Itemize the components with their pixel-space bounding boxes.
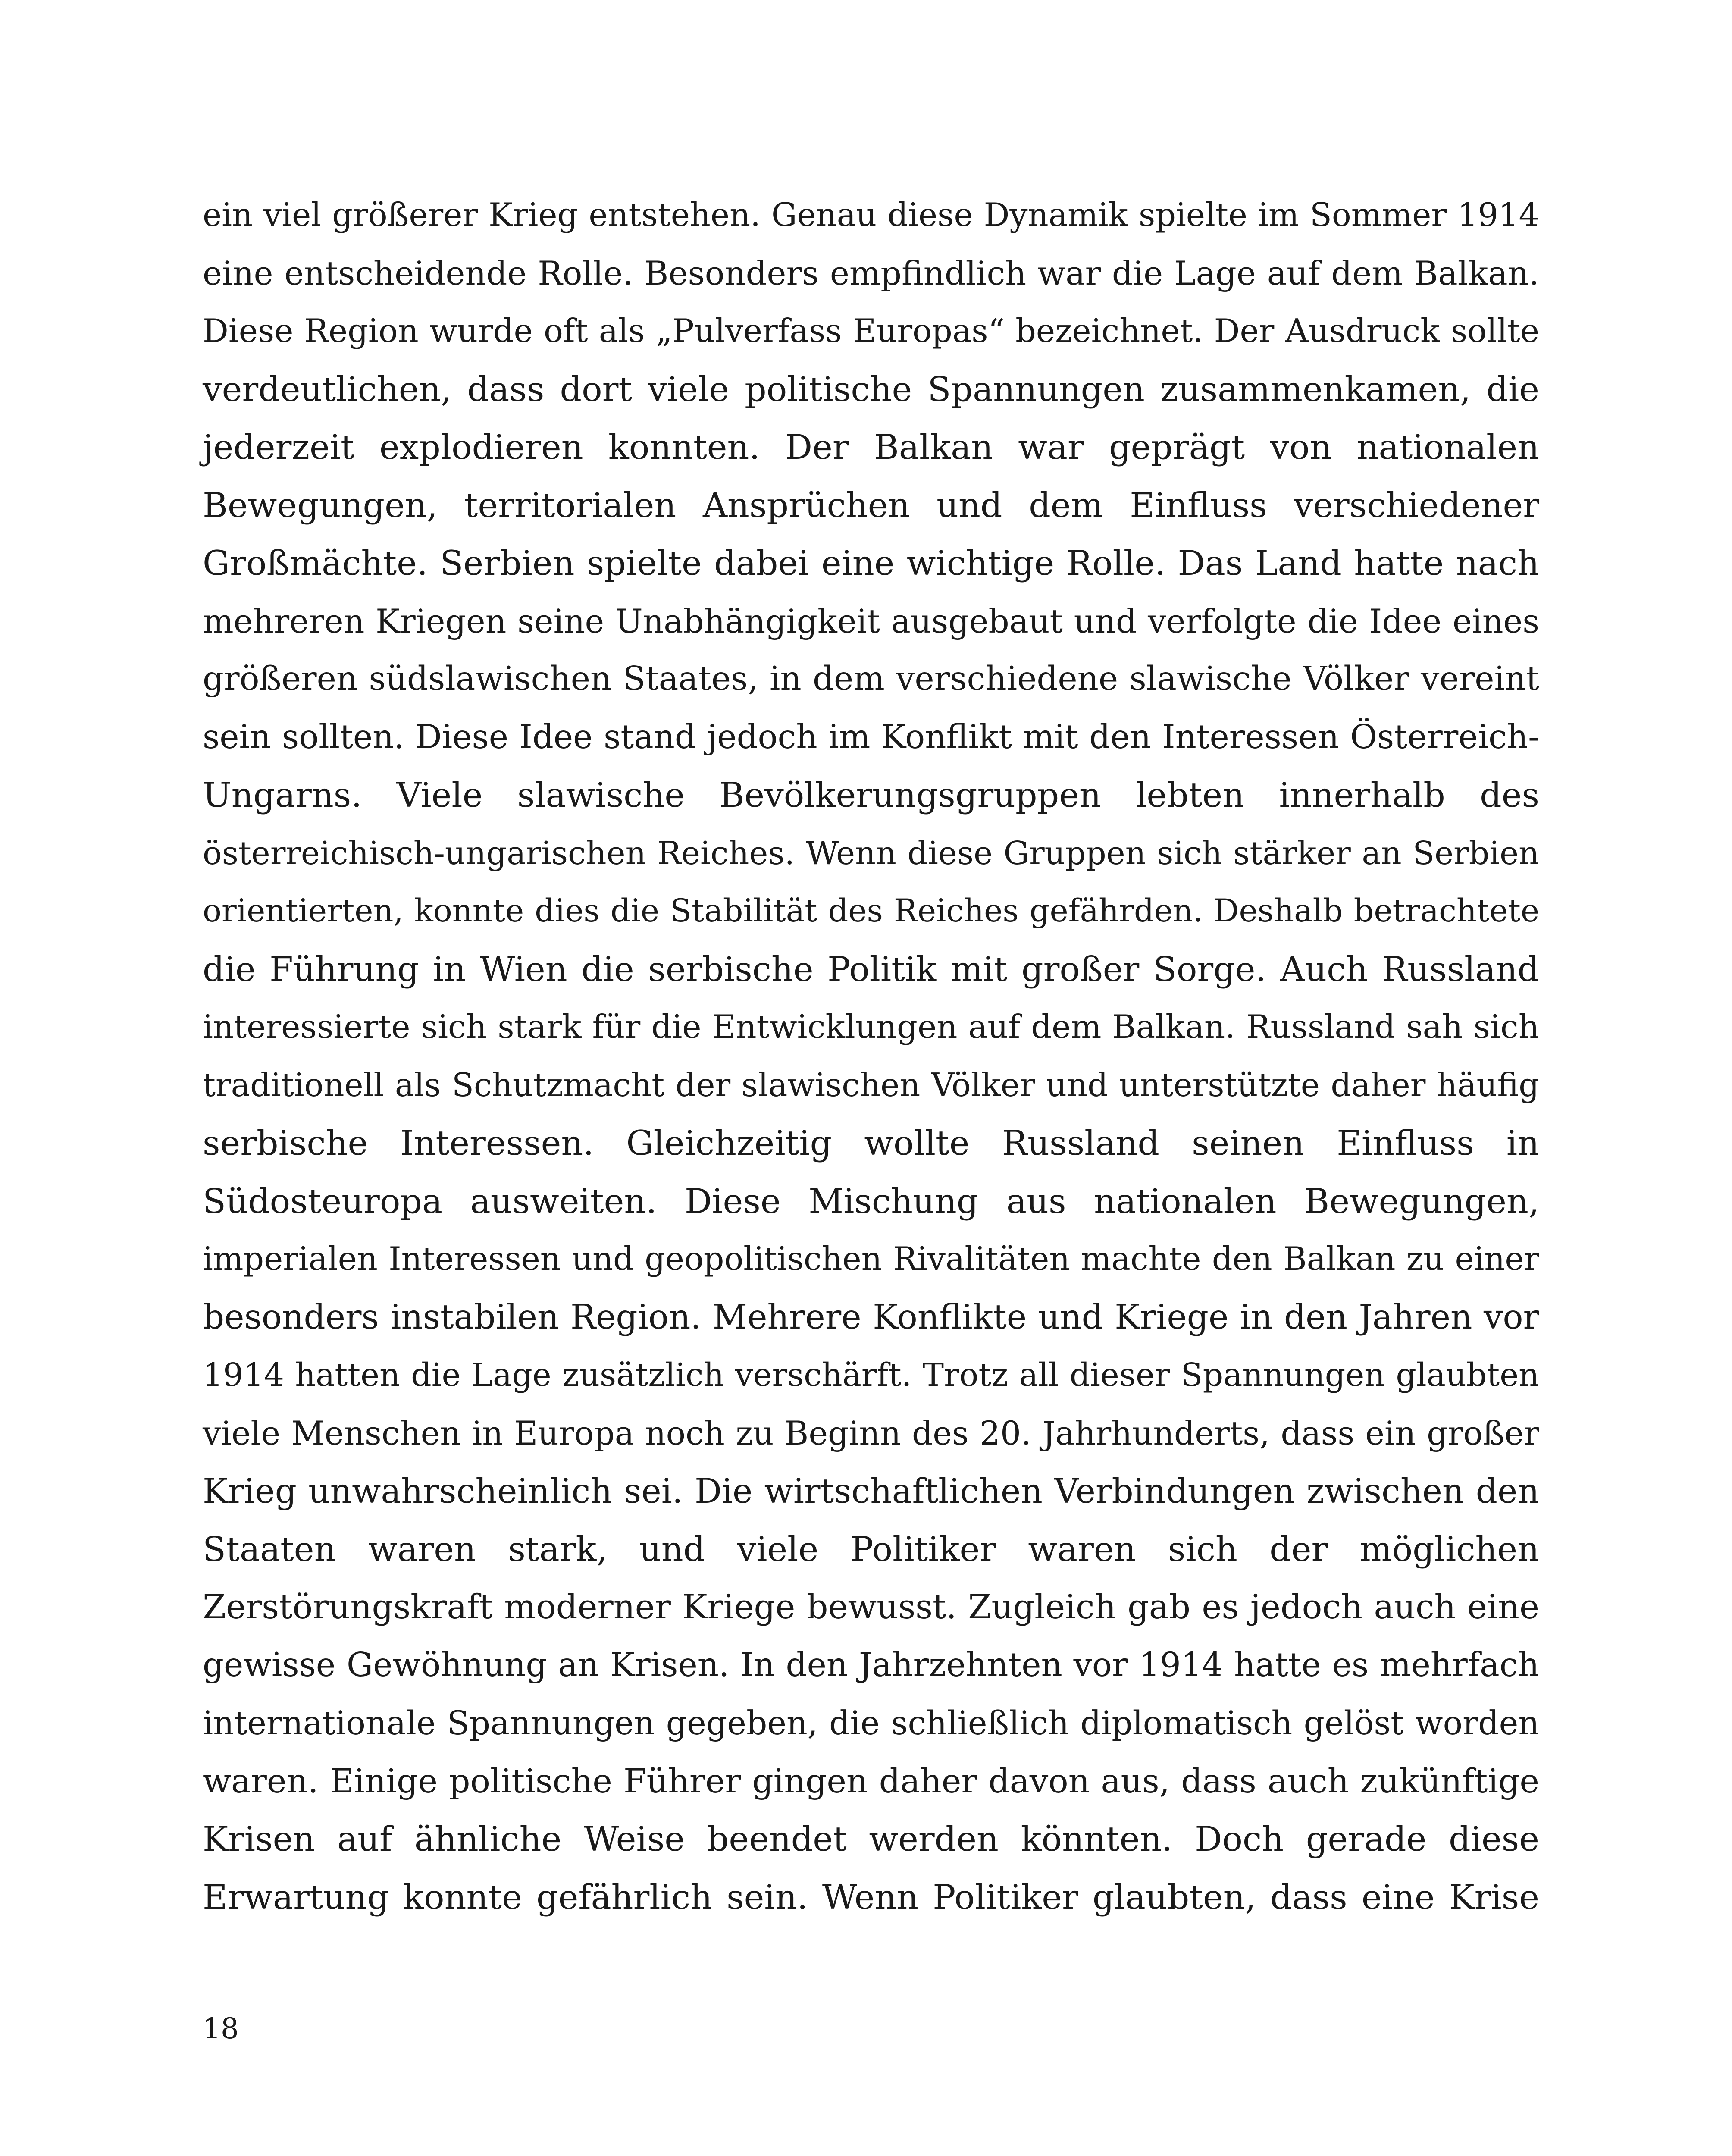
text-line: Diese Region wurde oft als „Pulverfass Europas“ bezeichnet. Der Ausdruck sollte	[203, 312, 1539, 350]
text-line: interessierte sich stark für die Entwicklungen auf dem Balkan. Russland sah sich	[203, 1008, 1539, 1046]
text-line: jederzeit explodieren konnten. Der Balkan war geprägt von nationalen	[203, 427, 1539, 467]
text-line: ein viel größerer Krieg entstehen. Genau diese Dynamik spielte im Sommer 1914	[203, 196, 1539, 234]
text-line: österreichisch-ungarischen Reiches. Wenn diese Gruppen sich stärker an Serbien	[203, 834, 1539, 872]
text-line: Erwartung konnte gefährlich sein. Wenn Politiker glaubten, dass eine Krise	[203, 1877, 1539, 1917]
page-number: 18	[203, 2012, 239, 2045]
text-line: Südosteuropa ausweiten. Diese Mischung aus nationalen Bewegungen,	[203, 1181, 1539, 1221]
text-line: Staaten waren stark, und viele Politiker waren sich der möglichen	[203, 1529, 1539, 1569]
text-line: viele Menschen in Europa noch zu Beginn des 20. Jahrhunderts, dass ein großer	[203, 1414, 1539, 1452]
text-line: Zerstörungskraft moderner Kriege bewusst. Zugleich gab es jedoch auch eine	[203, 1588, 1539, 1626]
text-line: eine entscheidende Rolle. Besonders empfindlich war die Lage auf dem Balkan.	[203, 254, 1539, 292]
text-line: die Führung in Wien die serbische Politik mit großer Sorge. Auch Russland	[203, 949, 1539, 989]
text-line: Krisen auf ähnliche Weise beendet werden könnten. Doch gerade diese	[203, 1819, 1539, 1859]
text-line: Krieg unwahrscheinlich sei. Die wirtschaftlichen Verbindungen zwischen den	[203, 1471, 1539, 1511]
text-line: gewisse Gewöhnung an Krisen. In den Jahrzehnten vor 1914 hatte es mehrfach	[203, 1645, 1539, 1684]
text-line: Ungarns. Viele slawische Bevölkerungsgruppen lebten innerhalb des	[203, 775, 1539, 815]
text-line: 1914 hatten die Lage zusätzlich verschärft. Trotz all dieser Spannungen glaubten	[203, 1356, 1539, 1394]
text-line: waren. Einige politische Führer gingen daher davon aus, dass auch zukünftige	[203, 1761, 1539, 1801]
text-line: Großmächte. Serbien spielte dabei eine wichtige Rolle. Das Land hatte nach	[203, 543, 1539, 583]
text-line: orientierten, konnte dies die Stabilität des Reiches gefährden. Deshalb betrachtete	[203, 893, 1539, 929]
text-line: traditionell als Schutzmacht der slawischen Völker und unterstützte daher häufig	[203, 1066, 1539, 1104]
text-line: sein sollten. Diese Idee stand jedoch im Konflikt mit den Interessen Österreich-	[203, 718, 1539, 756]
text-line: serbische Interessen. Gleichzeitig wollte Russland seinen Einfluss in	[203, 1123, 1539, 1163]
text-line: Bewegungen, territorialen Ansprüchen und dem Einfluss verschiedener	[203, 485, 1539, 525]
text-line: mehreren Kriegen seine Unabhängigkeit ausgebaut und verfolgte die Idee eines	[203, 602, 1539, 640]
text-line: imperialen Interessen und geopolitischen Rivalitäten machte den Balkan zu einer	[203, 1240, 1539, 1278]
text-line: größeren südslawischen Staates, in dem verschiedene slawische Völker vereint	[203, 660, 1539, 698]
body-text	[203, 186, 1539, 1926]
text-line: internationale Spannungen gegeben, die schließlich diplomatisch gelöst worden	[203, 1704, 1539, 1742]
text-line: verdeutlichen, dass dort viele politische Spannungen zusammenkamen, die	[203, 369, 1539, 409]
text-line: besonders instabilen Region. Mehrere Konflikte und Kriege in den Jahren vor	[203, 1297, 1539, 1337]
